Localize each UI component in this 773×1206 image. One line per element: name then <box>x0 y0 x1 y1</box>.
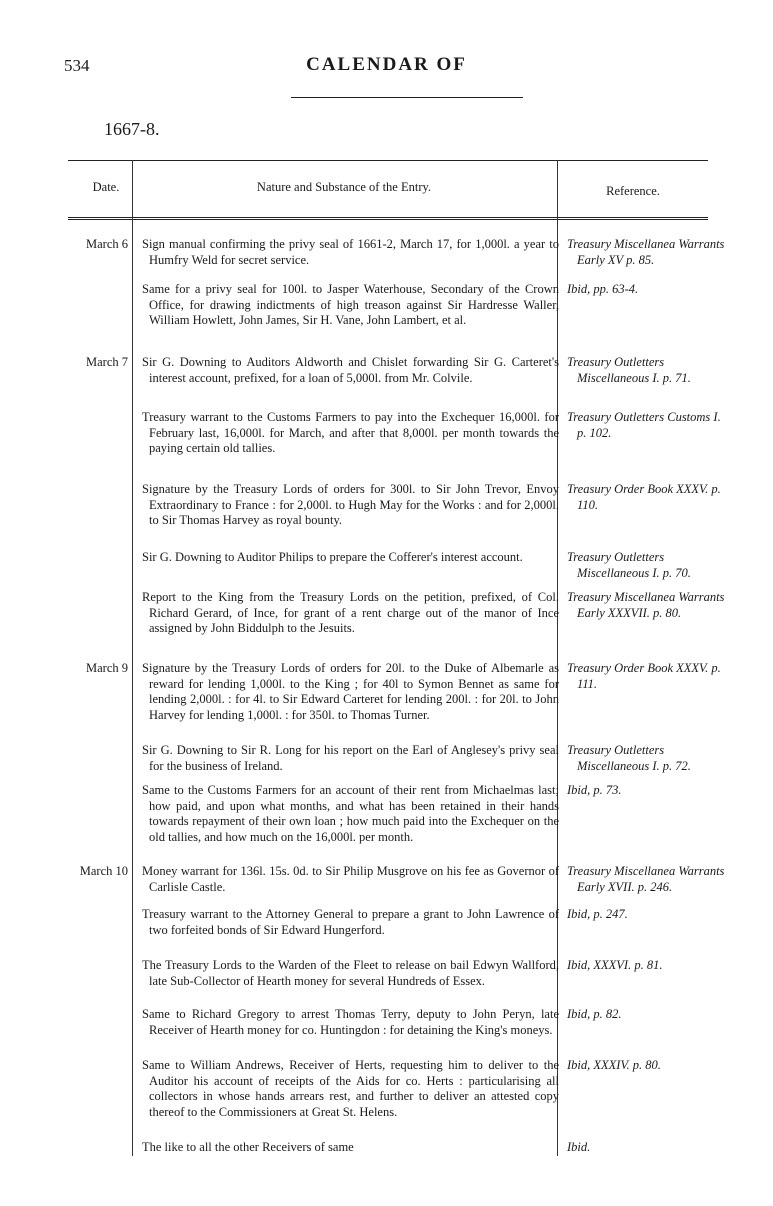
entry-text: Treasury warrant to the Attorney General to prepare a grant to John Lawrence of two forfeited bonds of Sir Edward Hungerford. <box>142 907 559 937</box>
entry-date: March 9 <box>86 661 128 675</box>
entry-reference: Treasury Order Book XXXV. p. 111. <box>567 661 721 691</box>
page-number: 534 <box>64 56 90 75</box>
entry-reference: Ibid, XXXVI. p. 81. <box>567 958 663 972</box>
entry-reference: Treasury Outletters Customs I. p. 102. <box>567 410 721 440</box>
title-rule <box>291 97 523 98</box>
entry-reference: Ibid, p. 73. <box>567 783 622 797</box>
entry-text: Report to the King from the Treasury Lords on the petition, prefixed, of Col. Richard Gerard, of Ince, for grant of a rent charge out of the manor of Ince assigned by John Biddulph to the Jesuits. <box>142 590 559 636</box>
entry-reference: Ibid, XXXIV. p. 80. <box>567 1058 661 1072</box>
running-title: CALENDAR OF <box>306 54 467 75</box>
column-header-reference: Reference. <box>606 184 660 198</box>
entry-text: The Treasury Lords to the Warden of the Fleet to release on bail Edwyn Wallford, late Sub-Collector of Hearth money for several Hundreds of Essex. <box>142 958 559 988</box>
entry-reference: Treasury Miscellanea Warrants Early XXXVII. p. 80. <box>567 590 725 620</box>
entry-reference: Treasury Outletters Miscellaneous I. p. 71. <box>567 355 691 385</box>
header-bottom-rule-2 <box>68 219 708 220</box>
entry-text: Same for a privy seal for 100l. to Jasper Waterhouse, Secondary of the Crown Office, for drawing indictments of high treason against Sir Hardresse Waller, William Howlett, John James, Sir H. Vane, John Lambert, et al. <box>142 282 559 328</box>
column-divider-left <box>132 160 133 1156</box>
entry-text: Signature by the Treasury Lords of orders for 20l. to the Duke of Albemarle as reward for lending 1,000l. to the King ; for 40l to Symon Bennet as same for lending 2,000l. : for 4l. to Sir Edward Carteret for lending 200l. : for 20l. to John Harvey for lending 1,000l. : for 350l. to Thomas Turner. <box>142 661 559 722</box>
entry-reference: Treasury Miscellanea Warrants Early XV p. 85. <box>567 237 725 267</box>
entry-text: Treasury warrant to the Customs Farmers to pay into the Exchequer 16,000l. for February last, 16,000l. for March, and after that 8,000l. per month towards the paying certain old tallies. <box>142 410 559 456</box>
entry-reference: Ibid, pp. 63-4. <box>567 282 639 296</box>
column-header-nature: Nature and Substance of the Entry. <box>256 180 432 194</box>
header-bottom-rule <box>68 217 708 218</box>
entry-reference: Treasury Miscellanea Warrants Early XVII. p. 246. <box>567 864 725 894</box>
entry-reference: Treasury Order Book XXXV. p. 110. <box>567 482 721 512</box>
entry-text: Same to the Customs Farmers for an account of their rent from Michaelmas last; how paid, and upon what months, and what has been retained in their hands towards repayment of their own loan ; how much paid into the Exchequer on the old tallies, and how much on the 16,000l. per month. <box>142 783 559 844</box>
entry-text: Sign manual confirming the privy seal of 1661-2, March 17, for 1,000l. a year to Humfry Weld for secret service. <box>142 237 559 267</box>
entry-text: Signature by the Treasury Lords of orders for 300l. to Sir John Trevor, Envoy Extraordinary to France : for 2,000l. to Hugh May for the Works : and for 2,000l. to Sir Thomas Harvey as royal bounty. <box>142 482 559 528</box>
entry-reference: Treasury Outletters Miscellaneous I. p. 70. <box>567 550 691 580</box>
entry-date: March 7 <box>86 355 128 369</box>
entry-text: Same to Richard Gregory to arrest Thomas Terry, deputy to John Peryn, late Receiver of Hearth money for co. Huntingdon : for detaining the King's moneys. <box>142 1007 559 1037</box>
entry-date: March 6 <box>86 237 128 251</box>
entry-reference: Treasury Outletters Miscellaneous I. p. 72. <box>567 743 691 773</box>
entry-date: March 10 <box>79 864 128 878</box>
year-heading: 1667-8. <box>104 119 160 139</box>
entry-text: Sir G. Downing to Sir R. Long for his report on the Earl of Anglesey's privy seal for the business of Ireland. <box>142 743 559 773</box>
entry-reference: Ibid, p. 247. <box>567 907 628 921</box>
table-top-rule <box>68 160 708 161</box>
column-header-date: Date. <box>92 180 120 194</box>
entry-text: Money warrant for 136l. 15s. 0d. to Sir Philip Musgrove on his fee as Governor of Carlisle Castle. <box>142 864 559 894</box>
entry-text: Same to William Andrews, Receiver of Herts, requesting him to deliver to the Auditor his account of receipts of the Aids for co. Herts : particularising all collectors in whose hands arrears rest, and further to deliver an attested copy thereof to the Commissioners at Great St. Helens. <box>142 1058 559 1119</box>
entry-text: The like to all the other Receivers of same <box>142 1140 354 1154</box>
entry-text: Sir G. Downing to Auditors Aldworth and Chislet forwarding Sir G. Carteret's interest account, prefixed, for a loan of 5,000l. from Mr. Colvile. <box>142 355 559 385</box>
entry-reference: Ibid, p. 82. <box>567 1007 622 1021</box>
entry-reference: Ibid. <box>567 1140 591 1154</box>
entry-text: Sir G. Downing to Auditor Philips to prepare the Cofferer's interest account. <box>142 550 523 564</box>
